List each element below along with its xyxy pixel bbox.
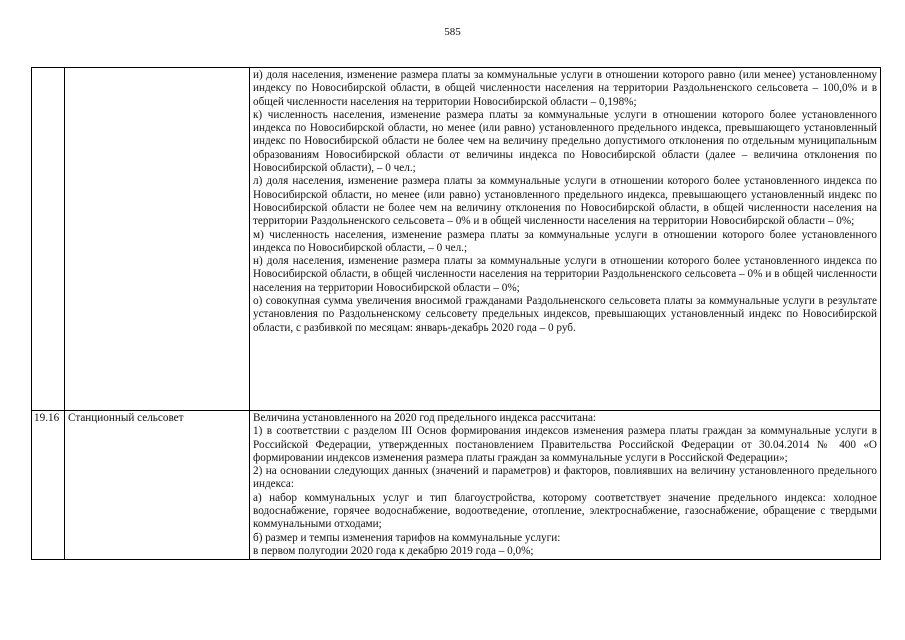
paragraph: н) доля населения, изменение размера платы за коммунальные услуги в отношении которого более установленного индекса по Новосибирской области, в общей численности населения на территории Раздольненского сельсовета – 0% и в общей численности населения на территории Новосибирской области – 0%; — [253, 255, 877, 294]
paragraph: б) размер и темпы изменения тарифов на коммунальные услуги: — [253, 531, 561, 544]
municipality-name: Станционный сельсовет — [65, 411, 250, 560]
paragraph: м) численность населения, изменение размера платы за коммунальные услуги в отношении которого более установленного индекса по Новосибирской области, – 0 чел.; — [253, 228, 877, 254]
paragraph: 2) на основании следующих данных (значений и параметров) и факторов, повлиявших на величину установленного предельного индекса: — [253, 465, 877, 491]
paragraph: о) совокупная сумма увеличения вносимой гражданами Раздольненского сельсовета платы за коммунальные услуги в результате установления по Раздольненскому сельсовету предельных индексов, превышающих установленный индекс по Новосибирской области, с разбивкой по месяцам: январь-декабрь 2020 года – 0 руб. — [253, 295, 877, 334]
row-content — [250, 68, 881, 411]
page-number: 585 — [444, 26, 461, 38]
paragraph: Величина установленного на 2020 год предельного индекса рассчитана: — [253, 412, 597, 424]
row-number: 19.16 — [32, 411, 65, 560]
index-table — [31, 67, 881, 560]
row-number — [32, 68, 65, 411]
paragraph: а) набор коммунальных услуг и тип благоустройства, которому соответствует значение предельного индекса: холодное водоснабжение, горячее водоснабжение, водоотведение, отопление, электроснабжение, газоснабжение, обращение с твердыми коммунальными отходами; — [253, 491, 877, 531]
table-row — [32, 411, 881, 560]
row-content — [250, 411, 881, 560]
paragraph: л) доля населения, изменение размера платы за коммунальные услуги в отношении которого более установленного индекса по Новосибирской области, но менее (или равно) установленного предельного индекса, превышающего установленный индекс по Новосибирской области не более чем на величину отклонения по Новосибирской области, в общей численности населения на территории Раздольненского сельсовета – 0% и в общей численности населения на территории Новосибирской области – 0%; — [253, 175, 877, 228]
municipality-name — [65, 68, 250, 411]
paragraph: в первом полугодии 2020 года к декабрю 2019 года – 0,0%; — [253, 544, 534, 557]
paragraph: к) численность населения, изменение размера платы за коммунальные услуги в отношении которого более установленного индекса по Новосибирской области, но менее (или равно) установленного предельного индекса, превышающего установленный индекс по Новосибирской области не более чем на величину предельно допустимого отклонения по отдельным муниципальным образованиям Новосибирской области от величины индекса по Новосибирской области (далее – величина отклонения по Новосибирской области), – 0 чел.; — [253, 108, 877, 175]
paragraph: 1) в соответствии с разделом III Основ формирования индексов изменения размера платы граждан за коммунальные услуги в Российской Федерации, утвержденных постановлением Правительства Российской Федерации от 30.04.2014 № 400 «О формировании индексов изменения размера платы граждан за коммунальные услуги в Российской Федерации»; — [253, 425, 877, 464]
paragraph: и) доля населения, изменение размера платы за коммунальные услуги в отношении которого равно (или менее) установленному индексу по Новосибирской области, в общей численности населения на территории Раздольненского сельсовета – 100,0% и в общей численности населения на территории Новосибирской области – 0,198%; — [253, 69, 877, 108]
table-row — [32, 68, 881, 411]
